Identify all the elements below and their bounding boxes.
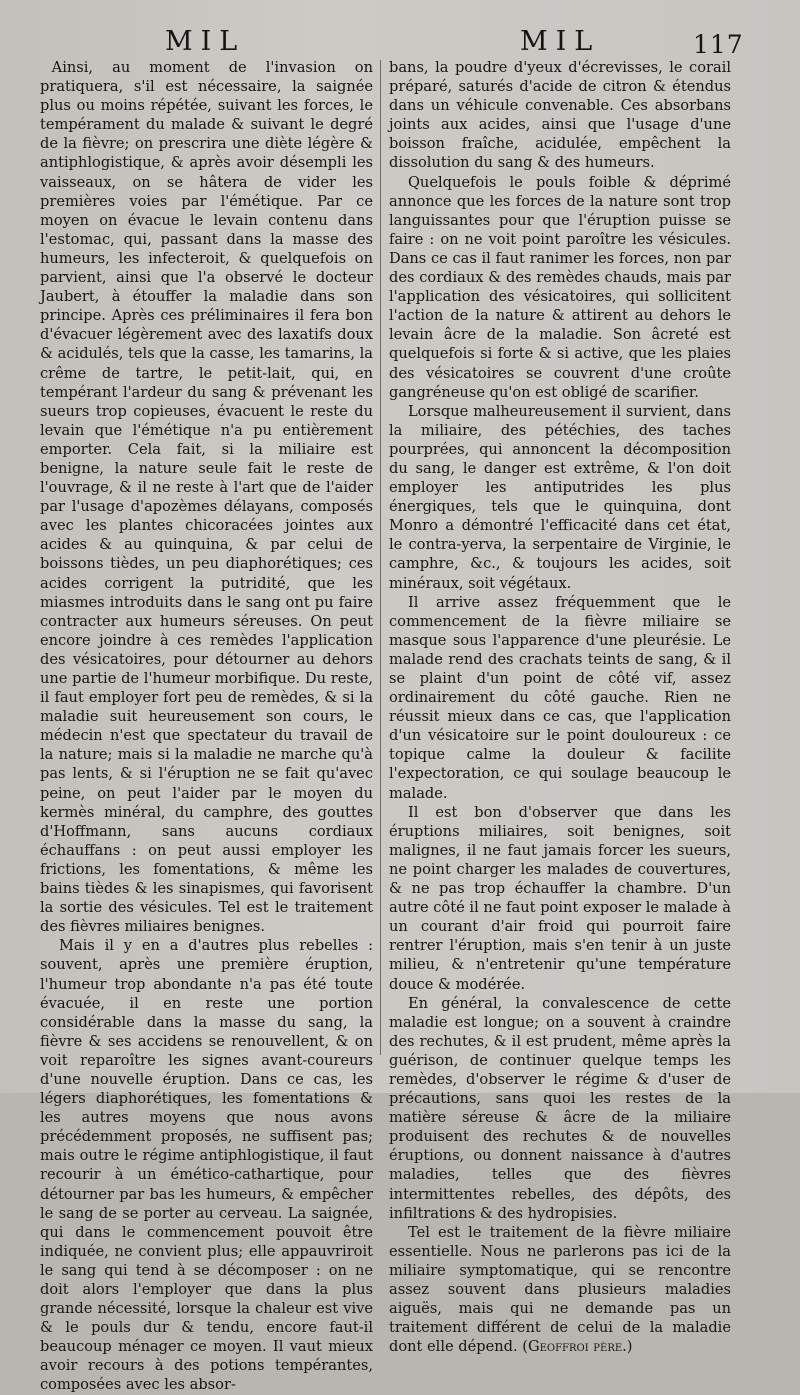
paragraph: En général, la convalescence de cette maladie est longue; on a souvent à craindre des rechutes, & il est prudent, même après la guérison, de continuer quelque temps les remèdes, d'observer le régime & d'user de précautions, sans quoi les restes de la matière séreuse & âcre de la miliaire produisent des rechutes & de nouvelles éruptions, ou donnent naissance à d'autres maladies, telles que des fièvres intermittentes rebelles, des dépôts, des infiltrations & des hydropisies. [389,994,731,1222]
column-divider [380,60,381,1055]
paragraph-text: Tel est le traitement de la fièvre miliaire essentielle. Nous ne parlerons pas ici de la miliaire symptomatique, qui se rencontre assez souvent dans plusieurs maladies aiguës, mais qui ne demande pas un traitement différent de celui de la maladie dont elle dépend. [389,1223,731,1356]
paragraph: bans, la poudre d'yeux d'écrevisses, le corail préparé, saturés d'acide de citron & étendus dans un véhicule convenable. Ces absorbans joints aux acides, ainsi que l'usage d'une boisson fraîche, acidulée, empêchent la dissolution du sang & des humeurs. [389,59,731,172]
header-left-title: MIL [165,26,246,57]
paragraph: Il arrive assez fréquemment que le commencement de la fièvre miliaire se masque sous l'apparence d'une pleurésie. Le malade rend des crachats teints de sang, & il se plaint d'un point de côté vif, assez ordinairement du côté gauche. Rien ne réussit mieux dans ce cas, que l'application d'un vésicatoire sur le point douloureux : ce topique calme la douleur & facilite l'expectoration, ce qui soulage beaucoup le malade. [389,593,731,802]
author-signature: (Geoffroi père.) [522,1338,633,1356]
running-header [0,20,800,60]
paragraph: Ainsi, au moment de l'invasion on pratiquera, s'il est nécessaire, la saignée plus ou moins répétée, suivant les forces, le tempérament du malade & suivant le degré de la fièvre; on prescrira une diète légère & antiphlogistique, & après avoir désempli les vaisseaux, on se hâtera de vider les premières voies par l'émétique. Par ce moyen on évacue le levain contenu dans l'estomac, qui, passant dans la masse des humeurs, les infecteroit, & quelquefois on parvient, ainsi que l'a observé le docteur Jaubert, à étouffer la maladie dans son principe. Après ces préliminaires il fera bon d'évacuer légèrement avec des laxatifs doux & acidulés, tels que la casse, les tamarins, la crême de tartre, le petit-lait, qui, en tempérant l'ardeur du sang & prévenant les sueurs trop copieuses, évacuent le reste du levain que l'émétique n'a pu entièrement emporter. Cela fait, si la miliaire est benigne, la nature seule fait le reste de l'ouvrage, & il ne reste à l'art que de l'aider par l'usage d'apozèmes délayans, composés avec les plantes chicoracées jointes aux acides & au quinquina, & par celui de boissons tièdes, un peu diaphorétiques; ces acides corrigent la putridité, que les miasmes introduits dans le sang ont pu faire contracter aux humeurs séreuses. On peut encore joindre à ces remèdes l'application des vésicatoires, pour détourner au dehors une partie de l'humeur morbifique. Du reste, il faut employer fort peu de remèdes, & si la maladie suit heureusement son cours, le médecin n'est que spectateur du travail de la nature; mais si la maladie ne marche qu'à pas lents, & si l'éruption ne se fait qu'avec peine, on peut l'aider par le moyen du kermès minéral, du camphre, des gouttes d'Hoffmann, sans aucuns cordiaux échauffans : on peut aussi employer les frictions, les fomentations, & même les bains tièdes & les sinapismes, qui favorisent la sortie des vésicules. Tel est le traitement des fièvres miliaires benignes. [40,59,373,936]
page-number: 117 [693,30,744,59]
header-right-title: MIL [520,26,601,57]
paragraph: Il est bon d'observer que dans les éruptions miliaires, soit benignes, soit malignes, il ne faut jamais forcer les sueurs, ne point charger les malades de couvertures, & ne pas trop échauffer la chambre. D'un autre côté il ne faut point exposer le malade à un courant d'air froid qui pourroit faire rentrer l'éruption, mais s'en tenir à un juste milieu, & n'entretenir qu'une température douce & modérée. [389,803,731,993]
left-column [40,58,373,1394]
paragraph: Lorsque malheureusement il survient, dans la miliaire, des pétéchies, des taches pourprées, qui annoncent la décomposition du sang, le danger est extrême, & l'on doit employer les antiputrides les plus énergiques, tels que le quinquina, dont Monro a démontré l'efficacité dans cet état, le contra-yerva, la serpentaire de Virginie, le camphre, &c., & toujours les acides, soit minéraux, soit végétaux. [389,402,731,592]
right-column [389,58,731,1356]
paragraph-final [389,1223,731,1357]
paragraph: Quelquefois le pouls foible & déprimé annonce que les forces de la nature sont trop languissantes pour que l'éruption puisse se faire : on ne voit point paroître les vésicules. Dans ce cas il faut ranimer les forces, non par des cordiaux & des remèdes chauds, mais par l'application des vésicatoires, qui sollicitent l'action de la nature & attirent au dehors le levain âcre de la maladie. Son âcreté est quelquefois si forte & si active, que les plaies des vésicatoires se couvrent d'une croûte gangréneuse qu'on est obligé de scarifier. [389,173,731,401]
paragraph: Mais il y en a d'autres plus rebelles : souvent, après une première éruption, l'humeur trop abondante n'a pas été toute évacuée, il en reste une portion considérable dans la masse du sang, la fièvre & ses accidens se renouvellent, & on voit reparoître les signes avant-coureurs d'une nouvelle éruption. Dans ce cas, les légers diaphorétiques, les fomentations & les autres moyens que nous avons précédemment proposés, ne suffisent pas; mais outre le régime antiphlogistique, il faut recourir à un émético-cathartique, pour détourner par bas les humeurs, & empêcher le sang de se porter au cerveau. La saignée, qui dans le commencement pouvoit être indiquée, ne convient plus; elle appauvriroit le sang qui tend à se décomposer : on ne doit alors l'employer que dans la plus grande nécessité, lorsque la chaleur est vive & le pouls dur & tendu, encore faut-il beaucoup ménager ce moyen. Il vaut mieux avoir recours à des potions tempérantes, composées avec les absor- [40,937,373,1394]
